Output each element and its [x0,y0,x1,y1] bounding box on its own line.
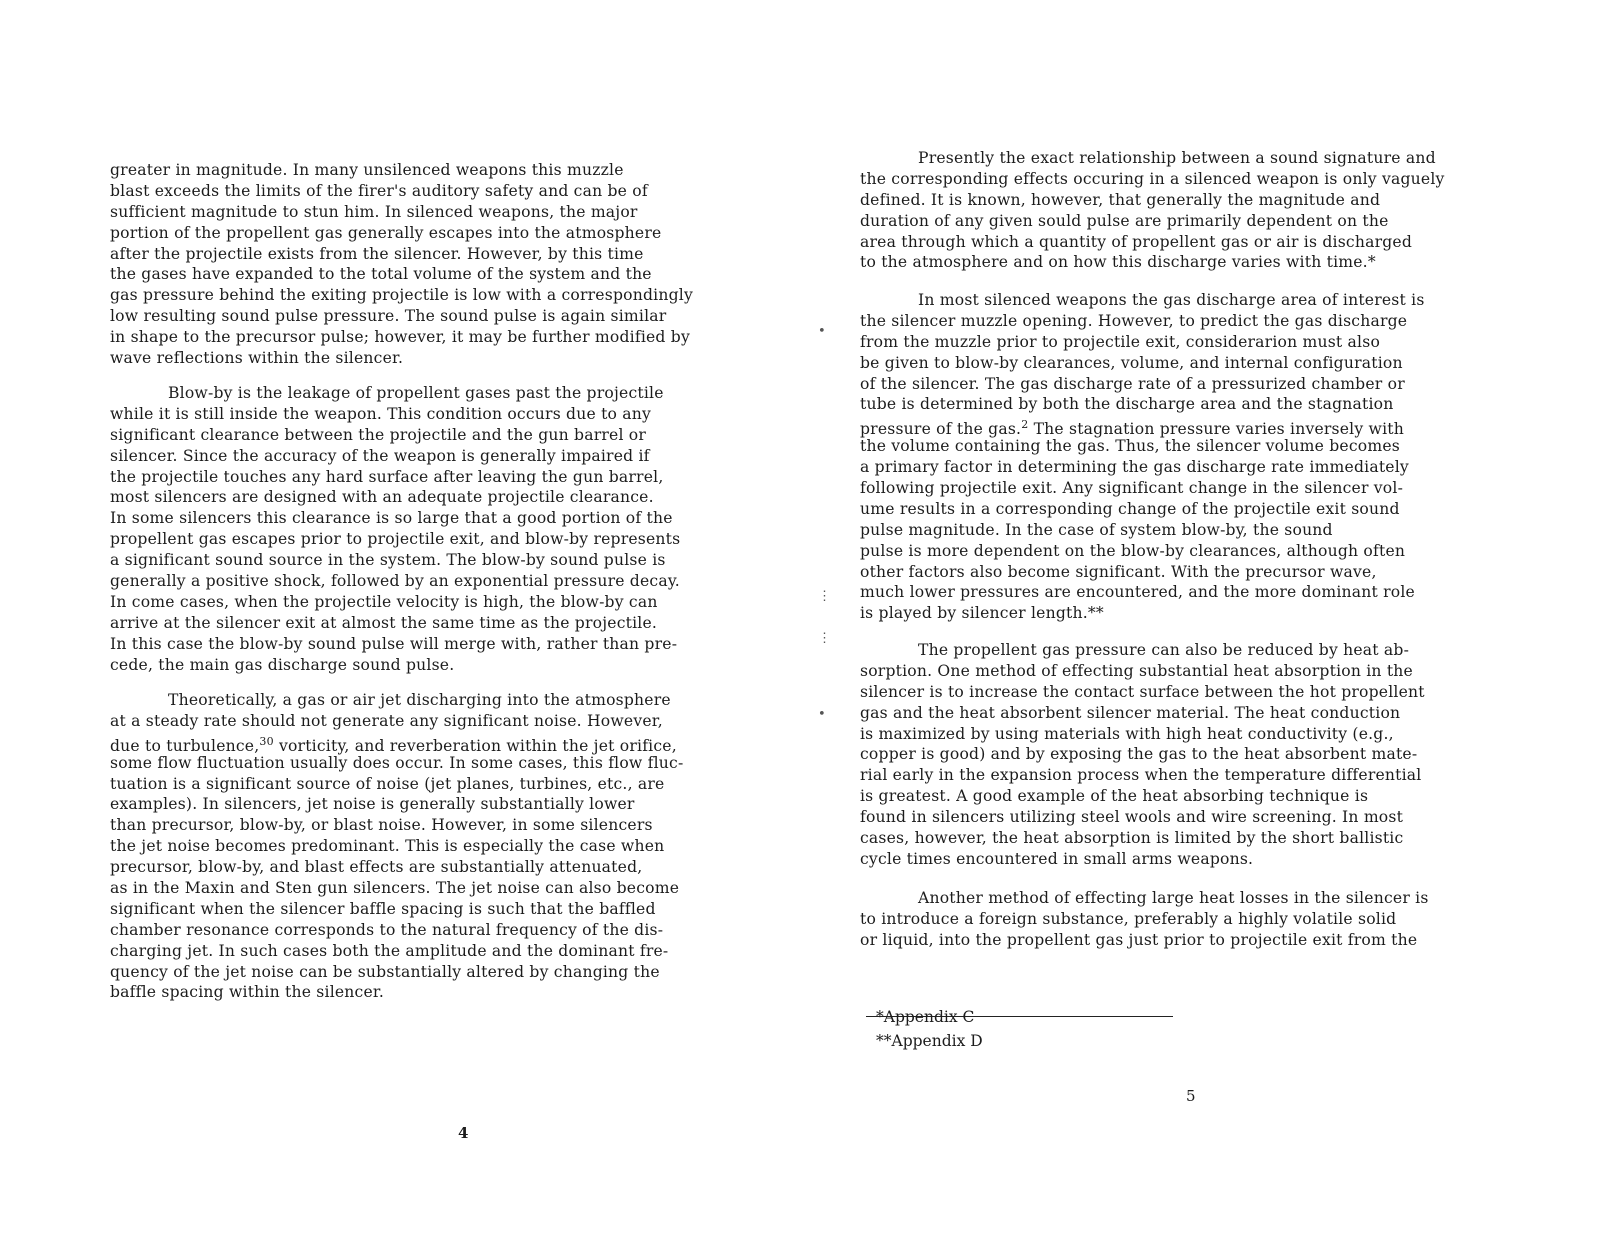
text-line: tube is determined by both the discharge area and the stagnation [860,395,1394,414]
text-fragment: due to turbulence, [110,736,260,755]
text-line: the silencer muzzle opening. However, to predict the gas discharge [860,311,1408,330]
text-line: pulse magnitude. In the case of system blow-by, the sound [860,520,1333,539]
text-line: be given to blow-by clearances, volume, and internal configuration [860,353,1403,372]
text-line: cases, however, the heat absorption is limited by the short ballistic [860,829,1404,848]
text-line: a significant sound source in the system. The blow-by sound pulse is [110,551,666,570]
text-line: low resulting sound pulse pressure. The sound pulse is again similar [110,307,667,326]
text-line: other factors also become significant. With the precursor wave, [860,562,1377,581]
text-line: is played by silencer length.** [860,604,1104,623]
gutter-dot-mark: ⋮ [818,631,831,646]
page-number: 4 [458,1124,469,1142]
text-line: The propellent gas pressure can also be reduced by heat ab- [918,641,1410,659]
text-fragment: vorticity, and reverberation within the jet orifice, [273,736,677,755]
text-line: silencer. Since the accuracy of the weapon is generally impaired if [110,446,650,465]
text-line [860,415,1425,439]
text-line: significant clearance between the projectile and the gun barrel or [110,425,647,444]
text-line: than precursor, blow-by, or blast noise. However, in some silencers [110,816,653,835]
text-fragment: pressure of the gas. [860,420,1022,439]
text-line: blast exceeds the limits of the firer's auditory safety and can be of [110,181,648,200]
text-line: area through which a quantity of propellent gas or air is discharged [860,232,1413,251]
text-line: In this case the blow-by sound pulse will merge with, rather than pre- [110,634,678,653]
text-line: generally a positive shock, followed by an exponential pressure decay. [110,572,680,591]
text-line: the gases have expanded to the total volume of the system and the [110,265,652,284]
text-line: precursor, blow-by, and blast effects are substantially attenuated, [110,858,643,877]
text-line: in shape to the precursor pulse; however, it may be further modified by [110,328,690,347]
text-fragment: The stagnation pressure varies inversely with [1028,420,1404,439]
text-line: cede, the main gas discharge sound pulse. [110,655,455,674]
text-line: at a steady rate should not generate any significant noise. However, [110,711,663,730]
text-line: significant when the silencer baffle spacing is such that the baffled [110,899,656,918]
text-line: while it is still inside the weapon. This condition occurs due to any [110,404,652,423]
text-line: to introduce a foreign substance, preferably a highly volatile solid [860,909,1397,928]
text-line: gas and the heat absorbent silencer material. The heat conduction [860,703,1401,722]
text-line: Blow-by is the leakage of propellent gases past the projectile [168,384,664,402]
text-line: gas pressure behind the exiting projectile is low with a correspondingly [110,286,693,305]
right-paragraph-3 [860,640,1425,870]
left-paragraph-1 [110,160,693,369]
right-paragraph-2 [860,290,1425,624]
text-line: much lower pressures are encountered, and the more dominant role [860,583,1415,602]
right-paragraph-1 [860,148,1445,273]
text-line: a primary factor in determining the gas discharge rate immediately [860,458,1409,477]
text-line: sorption. One method of effecting substantial heat absorption in the [860,661,1413,680]
footnote-appendix-c: *Appendix C [876,1008,975,1026]
left-paragraph-3 [110,690,683,1003]
text-line: to the atmosphere and on how this discharge varies with time.* [860,253,1376,272]
text-line: the projectile touches any hard surface after leaving the gun barrel, [110,467,664,486]
footnote-reference: 30 [259,734,274,748]
text-line: quency of the jet noise can be substantially altered by changing the [110,962,660,981]
text-line: rial early in the expansion process when the temperature differential [860,766,1422,785]
text-line: Presently the exact relationship between a sound signature and [918,149,1436,167]
text-line: found in silencers utilizing steel wools and wire screening. In most [860,808,1404,827]
text-line: baffle spacing within the silencer. [110,983,385,1002]
text-line: defined. It is known, however, that generally the magnitude and [860,190,1381,209]
text-line: some flow fluctuation usually does occur. In some cases, this flow fluc- [110,753,684,772]
text-line: the jet noise becomes predominant. This is especially the case when [110,837,665,856]
text-line: Another method of effecting large heat losses in the silencer is [918,889,1429,907]
text-line: Theoretically, a gas or air jet discharging into the atmosphere [168,691,671,709]
text-line: the volume containing the gas. Thus, the silencer volume becomes [860,437,1400,456]
right-paragraph-4 [860,888,1429,951]
text-line: or liquid, into the propellent gas just prior to projectile exit from the [860,930,1418,949]
text-line: is maximized by using materials with high heat conductivity (e.g., [860,724,1394,743]
footnote-appendix-d: **Appendix D [876,1032,983,1050]
footnote-reference: 2 [1021,418,1029,432]
gutter-dot-mark: • [818,707,826,722]
page-number: 5 [1186,1087,1196,1105]
text-line: duration of any given sould pulse are primarily dependent on the [860,211,1389,230]
text-line: arrive at the silencer exit at almost the same time as the projectile. [110,613,658,632]
text-line: after the projectile exists from the silencer. However, by this time [110,244,644,263]
text-line: sufficient magnitude to stun him. In silenced weapons, the major [110,202,638,221]
gutter-dot-mark: ⋮ [818,589,831,604]
text-line: the corresponding effects occuring in a silenced weapon is only vaguely [860,169,1445,188]
text-line: wave reflections within the silencer. [110,349,404,368]
text-line: chamber resonance corresponds to the natural frequency of the dis- [110,920,664,939]
text-line: examples). In silencers, jet noise is generally substantially lower [110,795,635,814]
text-line: silencer is to increase the contact surface between the hot propellent [860,682,1425,701]
text-line: pulse is more dependent on the blow-by clearances, although often [860,541,1406,560]
left-paragraph-2 [110,383,680,675]
text-line: of the silencer. The gas discharge rate of a pressurized chamber or [860,374,1405,393]
text-line: from the muzzle prior to projectile exit, considerarion must also [860,332,1381,351]
text-line: portion of the propellent gas generally escapes into the atmosphere [110,223,662,242]
text-line: ume results in a corresponding change of the projectile exit sound [860,499,1400,518]
gutter-dot-mark: • [818,324,826,339]
text-line: In most silenced weapons the gas discharge area of interest is [918,291,1425,309]
text-line: In come cases, when the projectile velocity is high, the blow-by can [110,592,658,611]
text-line: most silencers are designed with an adequate projectile clearance. [110,488,654,507]
text-line: charging jet. In such cases both the amplitude and the dominant fre- [110,941,669,960]
text-line: greater in magnitude. In many unsilenced weapons this muzzle [110,161,624,179]
text-line [110,732,683,753]
text-line: as in the Maxin and Sten gun silencers. The jet noise can also become [110,879,680,898]
text-line: propellent gas escapes prior to projectile exit, and blow-by represents [110,530,681,549]
text-line: tuation is a significant source of noise (jet planes, turbines, etc., are [110,774,665,793]
text-line: cycle times encountered in small arms weapons. [860,849,1254,868]
text-line: is greatest. A good example of the heat absorbing technique is [860,787,1369,806]
text-line: copper is good) and by exposing the gas to the heat absorbent mate- [860,745,1418,764]
text-line: following projectile exit. Any significant change in the silencer vol- [860,479,1404,498]
text-line: In some silencers this clearance is so large that a good portion of the [110,509,673,528]
